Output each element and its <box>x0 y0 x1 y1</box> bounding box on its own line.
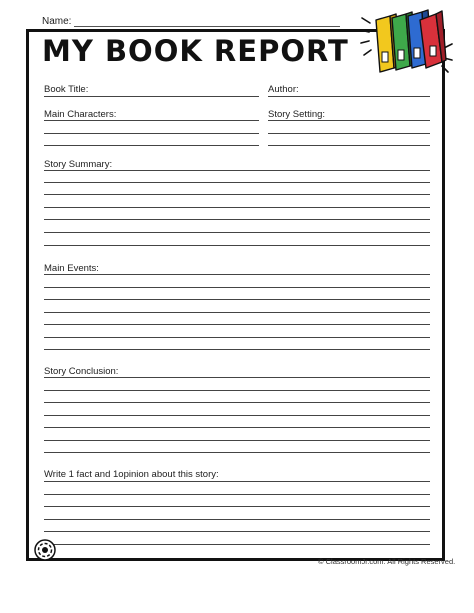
author-line[interactable] <box>268 96 430 97</box>
story-summary-line[interactable] <box>44 170 430 171</box>
story-conclusion-line[interactable] <box>44 377 430 378</box>
story-summary-line[interactable] <box>44 194 430 195</box>
story-summary-line[interactable] <box>44 232 430 233</box>
main-events-label: Main Events: <box>44 263 99 274</box>
fact-opinion-line[interactable] <box>44 544 430 545</box>
main-events-line[interactable] <box>44 299 430 300</box>
story-conclusion-line[interactable] <box>44 452 430 453</box>
main-events-line[interactable] <box>44 349 430 350</box>
author-label: Author: <box>268 84 299 95</box>
fact-opinion-line[interactable] <box>44 531 430 532</box>
story-summary-line[interactable] <box>44 207 430 208</box>
main-characters-line[interactable] <box>44 133 259 134</box>
story-summary-line[interactable] <box>44 182 430 183</box>
fact-opinion-line[interactable] <box>44 506 430 507</box>
story-conclusion-label: Story Conclusion: <box>44 366 119 377</box>
main-characters-line[interactable] <box>44 120 259 121</box>
story-conclusion-line[interactable] <box>44 415 430 416</box>
story-conclusion-line[interactable] <box>44 440 430 441</box>
main-characters-line[interactable] <box>44 145 259 146</box>
story-conclusion-line[interactable] <box>44 427 430 428</box>
fact-opinion-line[interactable] <box>44 481 430 482</box>
story-setting-line[interactable] <box>268 133 430 134</box>
main-events-line[interactable] <box>44 274 430 275</box>
name-label: Name: <box>42 16 72 27</box>
story-summary-line[interactable] <box>44 245 430 246</box>
book-title-line[interactable] <box>44 96 259 97</box>
main-characters-label: Main Characters: <box>44 109 117 120</box>
fact-opinion-label: Write 1 fact and 1opinion about this story: <box>44 469 219 480</box>
story-setting-label: Story Setting: <box>268 109 326 120</box>
story-conclusion-line[interactable] <box>44 390 430 391</box>
fact-opinion-line[interactable] <box>44 494 430 495</box>
story-summary-line[interactable] <box>44 219 430 220</box>
story-conclusion-line[interactable] <box>44 402 430 403</box>
main-events-line[interactable] <box>44 312 430 313</box>
copyright-footer: © ClassroomJr.com. All Rights Reserved. <box>318 557 456 566</box>
fact-opinion-line[interactable] <box>44 519 430 520</box>
story-setting-line[interactable] <box>268 145 430 146</box>
page-title: MY BOOK REPORT <box>42 34 349 68</box>
main-events-line[interactable] <box>44 324 430 325</box>
classroomjr-logo-icon <box>34 539 56 561</box>
name-line[interactable] <box>74 26 340 27</box>
books-illustration <box>358 8 454 74</box>
story-summary-label: Story Summary: <box>44 159 113 170</box>
book-title-label: Book Title: <box>44 84 89 95</box>
main-events-line[interactable] <box>44 287 430 288</box>
main-events-line[interactable] <box>44 337 430 338</box>
story-setting-line[interactable] <box>268 120 430 121</box>
